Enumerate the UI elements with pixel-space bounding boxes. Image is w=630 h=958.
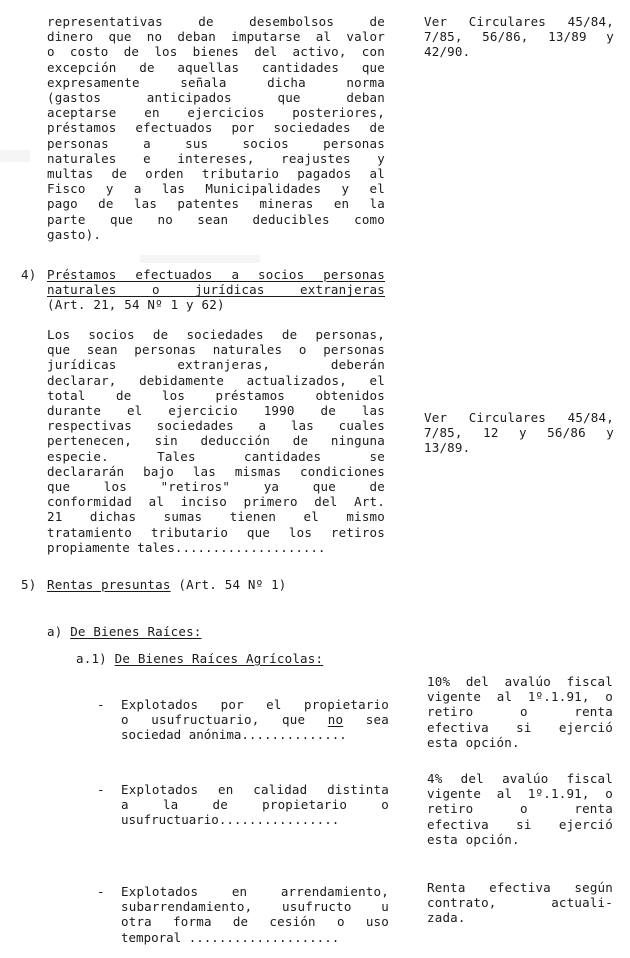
section-paragraph (47, 327, 385, 555)
note-line: esta opción. (427, 831, 520, 847)
text-line: gasto). (47, 226, 102, 242)
text-line: expresamente señala dicha norma (47, 74, 385, 90)
note-line: vigente al 1º.1.91, o (427, 689, 613, 705)
text-line: Explotados en calidad distinta (121, 782, 389, 797)
section-number: 4) (21, 267, 37, 282)
subsection-title: De Bienes Raíces: (70, 624, 202, 639)
text-line: Explotados en arrendamiento, (121, 884, 389, 899)
text-line: propiamente tales.................... (47, 539, 326, 555)
text-line: declarar, debidamente actualizados, el (47, 372, 385, 388)
note-line: efectiva si ejerció (427, 816, 613, 832)
text-line: especie. Tales cantidades se (47, 448, 385, 464)
section-title-line: Préstamos efectuados a socios personas (47, 267, 385, 282)
text-line: temporal .................... (121, 929, 340, 945)
text-line: Fisco y a las Municipalidades y el (47, 181, 385, 197)
text-line: usufructuario................ (121, 812, 340, 828)
section-article-ref: (Art. 54 Nº 1) (178, 577, 287, 592)
text-line: parte que no sean deducibles como (47, 211, 385, 227)
text-line: subarrendamiento, usufructo u (121, 899, 389, 915)
list-item (121, 884, 389, 945)
list-item (121, 782, 389, 828)
subsection-label: a) (47, 624, 63, 639)
note-line: efectiva si ejerció (427, 719, 613, 735)
subsection-heading (76, 651, 396, 666)
note-line: retiro o renta (427, 704, 613, 720)
text-line: otra forma de cesión o uso (121, 914, 389, 930)
section-title-line: naturales o jurídicas extranjeras (47, 282, 385, 298)
section-heading (47, 577, 407, 592)
subsection-heading (47, 624, 367, 639)
list-dash: - (97, 884, 105, 899)
paragraph-continuation (47, 14, 385, 242)
text-line: (gastos anticipados que deban (47, 90, 385, 106)
text-line: pertenecen, sin deducción de ninguna (47, 433, 385, 449)
margin-note (427, 674, 613, 750)
note-line: 4% del avalúo fiscal (427, 771, 613, 786)
margin-note (424, 14, 614, 60)
text-line: que sean personas naturales o personas (47, 342, 385, 358)
text-line: conformidad al inciso primero del Art. (47, 494, 385, 510)
note-line: 10% del avalúo fiscal (427, 674, 613, 689)
text-line: pago de las patentes mineras en la (47, 196, 385, 212)
text-line: naturales e intereses, reajustes y (47, 150, 385, 166)
note-line: esta opción. (427, 734, 520, 750)
scan-smudge (140, 255, 260, 263)
note-line: Ver Circulares 45/84, (424, 410, 614, 425)
text-line: jurídicas extranjeras, deberán (47, 357, 385, 373)
list-dash: - (97, 697, 105, 712)
emphasis-no: no (327, 712, 344, 728)
text-line: o costo de los bienes del activo, con (47, 44, 385, 60)
subsection-title: De Bienes Raíces Agrícolas: (114, 651, 324, 666)
note-line: 42/90. (424, 44, 471, 60)
margin-note (427, 771, 613, 847)
note-line: Renta efectiva según (427, 880, 613, 895)
note-line: 13/89. (424, 440, 471, 456)
note-line: 7/85, 56/86, 13/89 y (424, 29, 614, 45)
text-line: dinero que no deban imputarse al valor (47, 29, 385, 45)
text-line: total de los préstamos obtenidos (47, 387, 385, 403)
text-line: respectivas sociedades a las cuales (47, 418, 385, 434)
section-number: 5) (21, 577, 37, 592)
section-article-ref: (Art. 21, 54 Nº 1 y 62) (47, 297, 225, 313)
note-line: vigente al 1º.1.91, o (427, 786, 613, 802)
text-line: o usufructuario, que no sea (121, 712, 389, 728)
text-line: excepción de aquellas cantidades que (47, 59, 385, 75)
margin-note (427, 880, 613, 926)
note-line: Ver Circulares 45/84, (424, 14, 614, 29)
text-line: 21 dichas sumas tienen el mismo (47, 509, 385, 525)
note-line: 7/85, 12 y 56/86 y (424, 425, 614, 441)
text-line: aceptarse en ejercicios posteriores, (47, 105, 385, 121)
text-line: declararán bajo las mismas condiciones (47, 463, 385, 479)
section-heading (47, 267, 385, 313)
text-line: durante el ejercicio 1990 de las (47, 403, 385, 419)
list-item (121, 697, 389, 743)
scan-smudge (0, 150, 30, 162)
text-line: Explotados por el propietario (121, 697, 389, 712)
margin-note (424, 410, 614, 456)
text-line: personas a sus socios personas (47, 135, 385, 151)
text-line: sociedad anónima.............. (121, 727, 347, 743)
text-line: multas de orden tributario pagados al (47, 166, 385, 182)
note-line: zada. (427, 910, 466, 926)
text-line: que los "retiros" ya que de (47, 479, 385, 495)
text-line: a la de propietario o (121, 797, 389, 813)
text-line: préstamos efectuados por sociedades de (47, 120, 385, 136)
list-dash: - (97, 782, 105, 797)
text-line: tratamiento tributario que los retiros (47, 524, 385, 540)
section-title: Rentas presuntas (47, 577, 171, 592)
note-line: contrato, actuali- (427, 895, 613, 911)
text-line: Los socios de sociedades de personas, (47, 327, 385, 342)
note-line: retiro o renta (427, 801, 613, 817)
subsection-label: a.1) (76, 651, 107, 666)
text-line: representativas de desembolsos de (47, 14, 385, 29)
